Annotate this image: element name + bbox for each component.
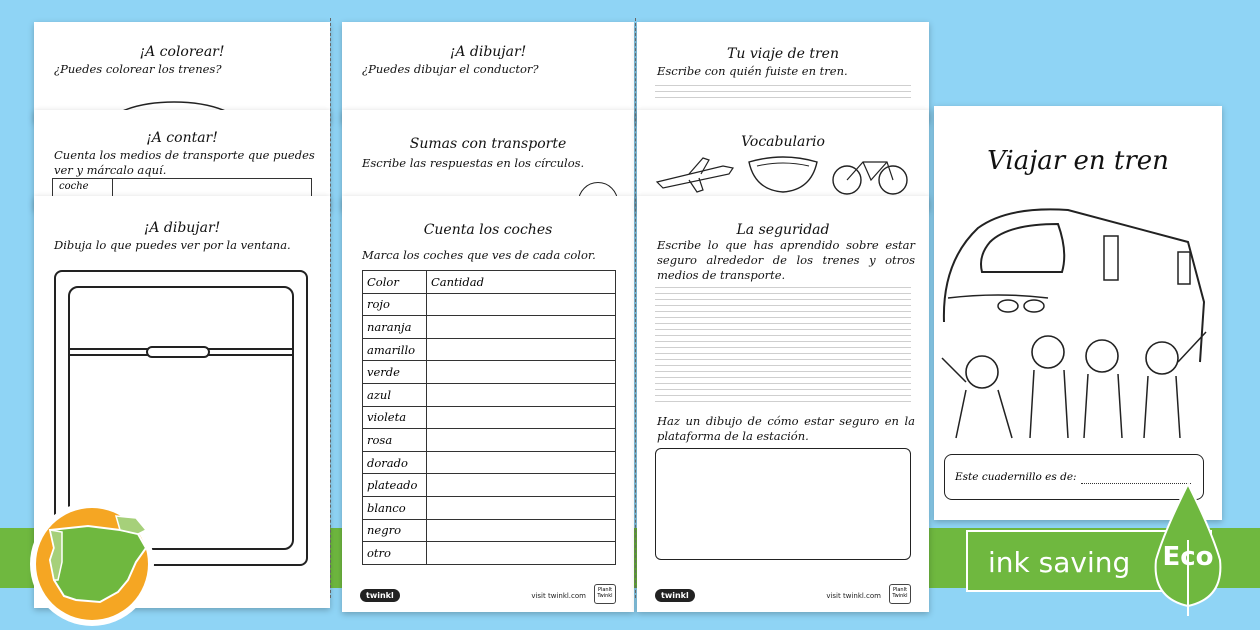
page-vocabulario: [637, 110, 929, 210]
table-header: Color: [363, 271, 427, 294]
writing-lines: [655, 80, 911, 98]
drawing-box: [655, 448, 911, 560]
page-title: ¡A colorear!: [139, 44, 225, 60]
ink-saving-label: ink saving: [988, 546, 1131, 579]
color-cell: verde: [363, 361, 427, 384]
drawing-prompt: Haz un dibujo de cómo estar seguro en la plataforma de la estación.: [657, 414, 915, 443]
quantity-cell: [427, 383, 616, 406]
quantity-cell: [427, 293, 616, 316]
twinkl-logo: twinkl: [360, 589, 400, 602]
eco-label: Eco: [1162, 542, 1214, 572]
quantity-cell: [427, 474, 616, 497]
table-row: [363, 451, 616, 474]
page-title: ¡A dibujar!: [143, 220, 221, 236]
table-cell: coche: [53, 179, 113, 203]
planit-badge: PlanIt Twinkl: [889, 584, 911, 604]
planit-badge: PlanIt Twinkl: [594, 584, 616, 604]
table-row: [363, 429, 616, 452]
page-title: Tu viaje de tren: [727, 46, 839, 62]
page-subtitle: Dibuja lo que puedes ver por la ventana.: [54, 238, 291, 252]
airplane-icon: [653, 152, 737, 194]
page-title: ¡A dibujar!: [449, 44, 527, 60]
table-row: [363, 406, 616, 429]
table-row: [363, 496, 616, 519]
page-title: Vocabulario: [741, 134, 825, 150]
quantity-cell: [427, 316, 616, 339]
table-row: [363, 519, 616, 542]
page-title: ¡A contar!: [146, 130, 218, 146]
page-title: Sumas con transporte: [409, 136, 567, 152]
quantity-cell: [427, 451, 616, 474]
page-sumas: [342, 110, 634, 210]
quantity-cell: [427, 496, 616, 519]
page-subtitle: Escribe las respuestas en los círculos.: [362, 156, 585, 170]
page-dibujar-conductor: [342, 22, 634, 122]
page-title: La seguridad: [736, 222, 830, 238]
page-contar: [34, 110, 330, 210]
page-cuenta-coches: [342, 196, 634, 612]
color-cell: naranja: [363, 316, 427, 339]
color-cell: amarillo: [363, 338, 427, 361]
page-colorear: [34, 22, 330, 122]
table-row: [363, 383, 616, 406]
page-subtitle: Marca los coches que ves de cada color.: [362, 248, 596, 262]
page-seguridad: [637, 196, 929, 612]
quantity-cell: [427, 406, 616, 429]
spain-map-icon: [28, 500, 156, 628]
footer-url: visit twinkl.com: [531, 592, 586, 600]
color-cell: rosa: [363, 429, 427, 452]
fold-line: [330, 18, 331, 598]
quantity-cell: [427, 429, 616, 452]
page-footer: [360, 584, 616, 604]
page-subtitle: ¿Puedes dibujar el conductor?: [362, 62, 539, 76]
owner-label: Este cuadernillo es de:: [955, 471, 1077, 483]
color-cell: violeta: [363, 406, 427, 429]
color-cell: plateado: [363, 474, 427, 497]
color-cell: azul: [363, 383, 427, 406]
color-cell: otro: [363, 542, 427, 565]
footer-url: visit twinkl.com: [826, 592, 881, 600]
quantity-cell: [427, 519, 616, 542]
color-cell: rojo: [363, 293, 427, 316]
table-row: [363, 542, 616, 565]
page-subtitle: Escribe lo que has aprendido sobre estar seguro alrededor de los trenes y otros medios de transporte.: [657, 238, 915, 282]
table-row: [363, 474, 616, 497]
page-subtitle: Escribe con quién fuiste en tren.: [657, 64, 848, 78]
page-title: Cuenta los coches: [423, 222, 553, 238]
page-subtitle: ¿Puedes colorear los trenes?: [54, 62, 222, 76]
quantity-cell: [427, 338, 616, 361]
page-viaje: [637, 22, 929, 122]
fold-line: [635, 18, 636, 598]
bicycle-icon: [829, 150, 913, 196]
table-row: [363, 338, 616, 361]
table-row: [363, 293, 616, 316]
quantity-cell: [427, 542, 616, 565]
writing-lines: [655, 282, 911, 402]
color-count-table: [362, 270, 616, 565]
page-subtitle: Cuenta los medios de transporte que puedes ver y márcalo aquí.: [54, 148, 315, 177]
boat-icon: [745, 150, 821, 196]
table-row: [363, 316, 616, 339]
page-footer: [655, 584, 911, 604]
twinkl-logo: twinkl: [655, 589, 695, 602]
color-cell: dorado: [363, 451, 427, 474]
color-cell: blanco: [363, 496, 427, 519]
table-row: [363, 361, 616, 384]
train-children-illustration-icon: [938, 202, 1214, 442]
page-portada: [934, 106, 1222, 520]
window-handle: [146, 346, 210, 358]
quantity-cell: [427, 361, 616, 384]
cover-title: Viajar en tren: [987, 146, 1169, 176]
table-header: Cantidad: [427, 271, 616, 294]
color-cell: negro: [363, 519, 427, 542]
